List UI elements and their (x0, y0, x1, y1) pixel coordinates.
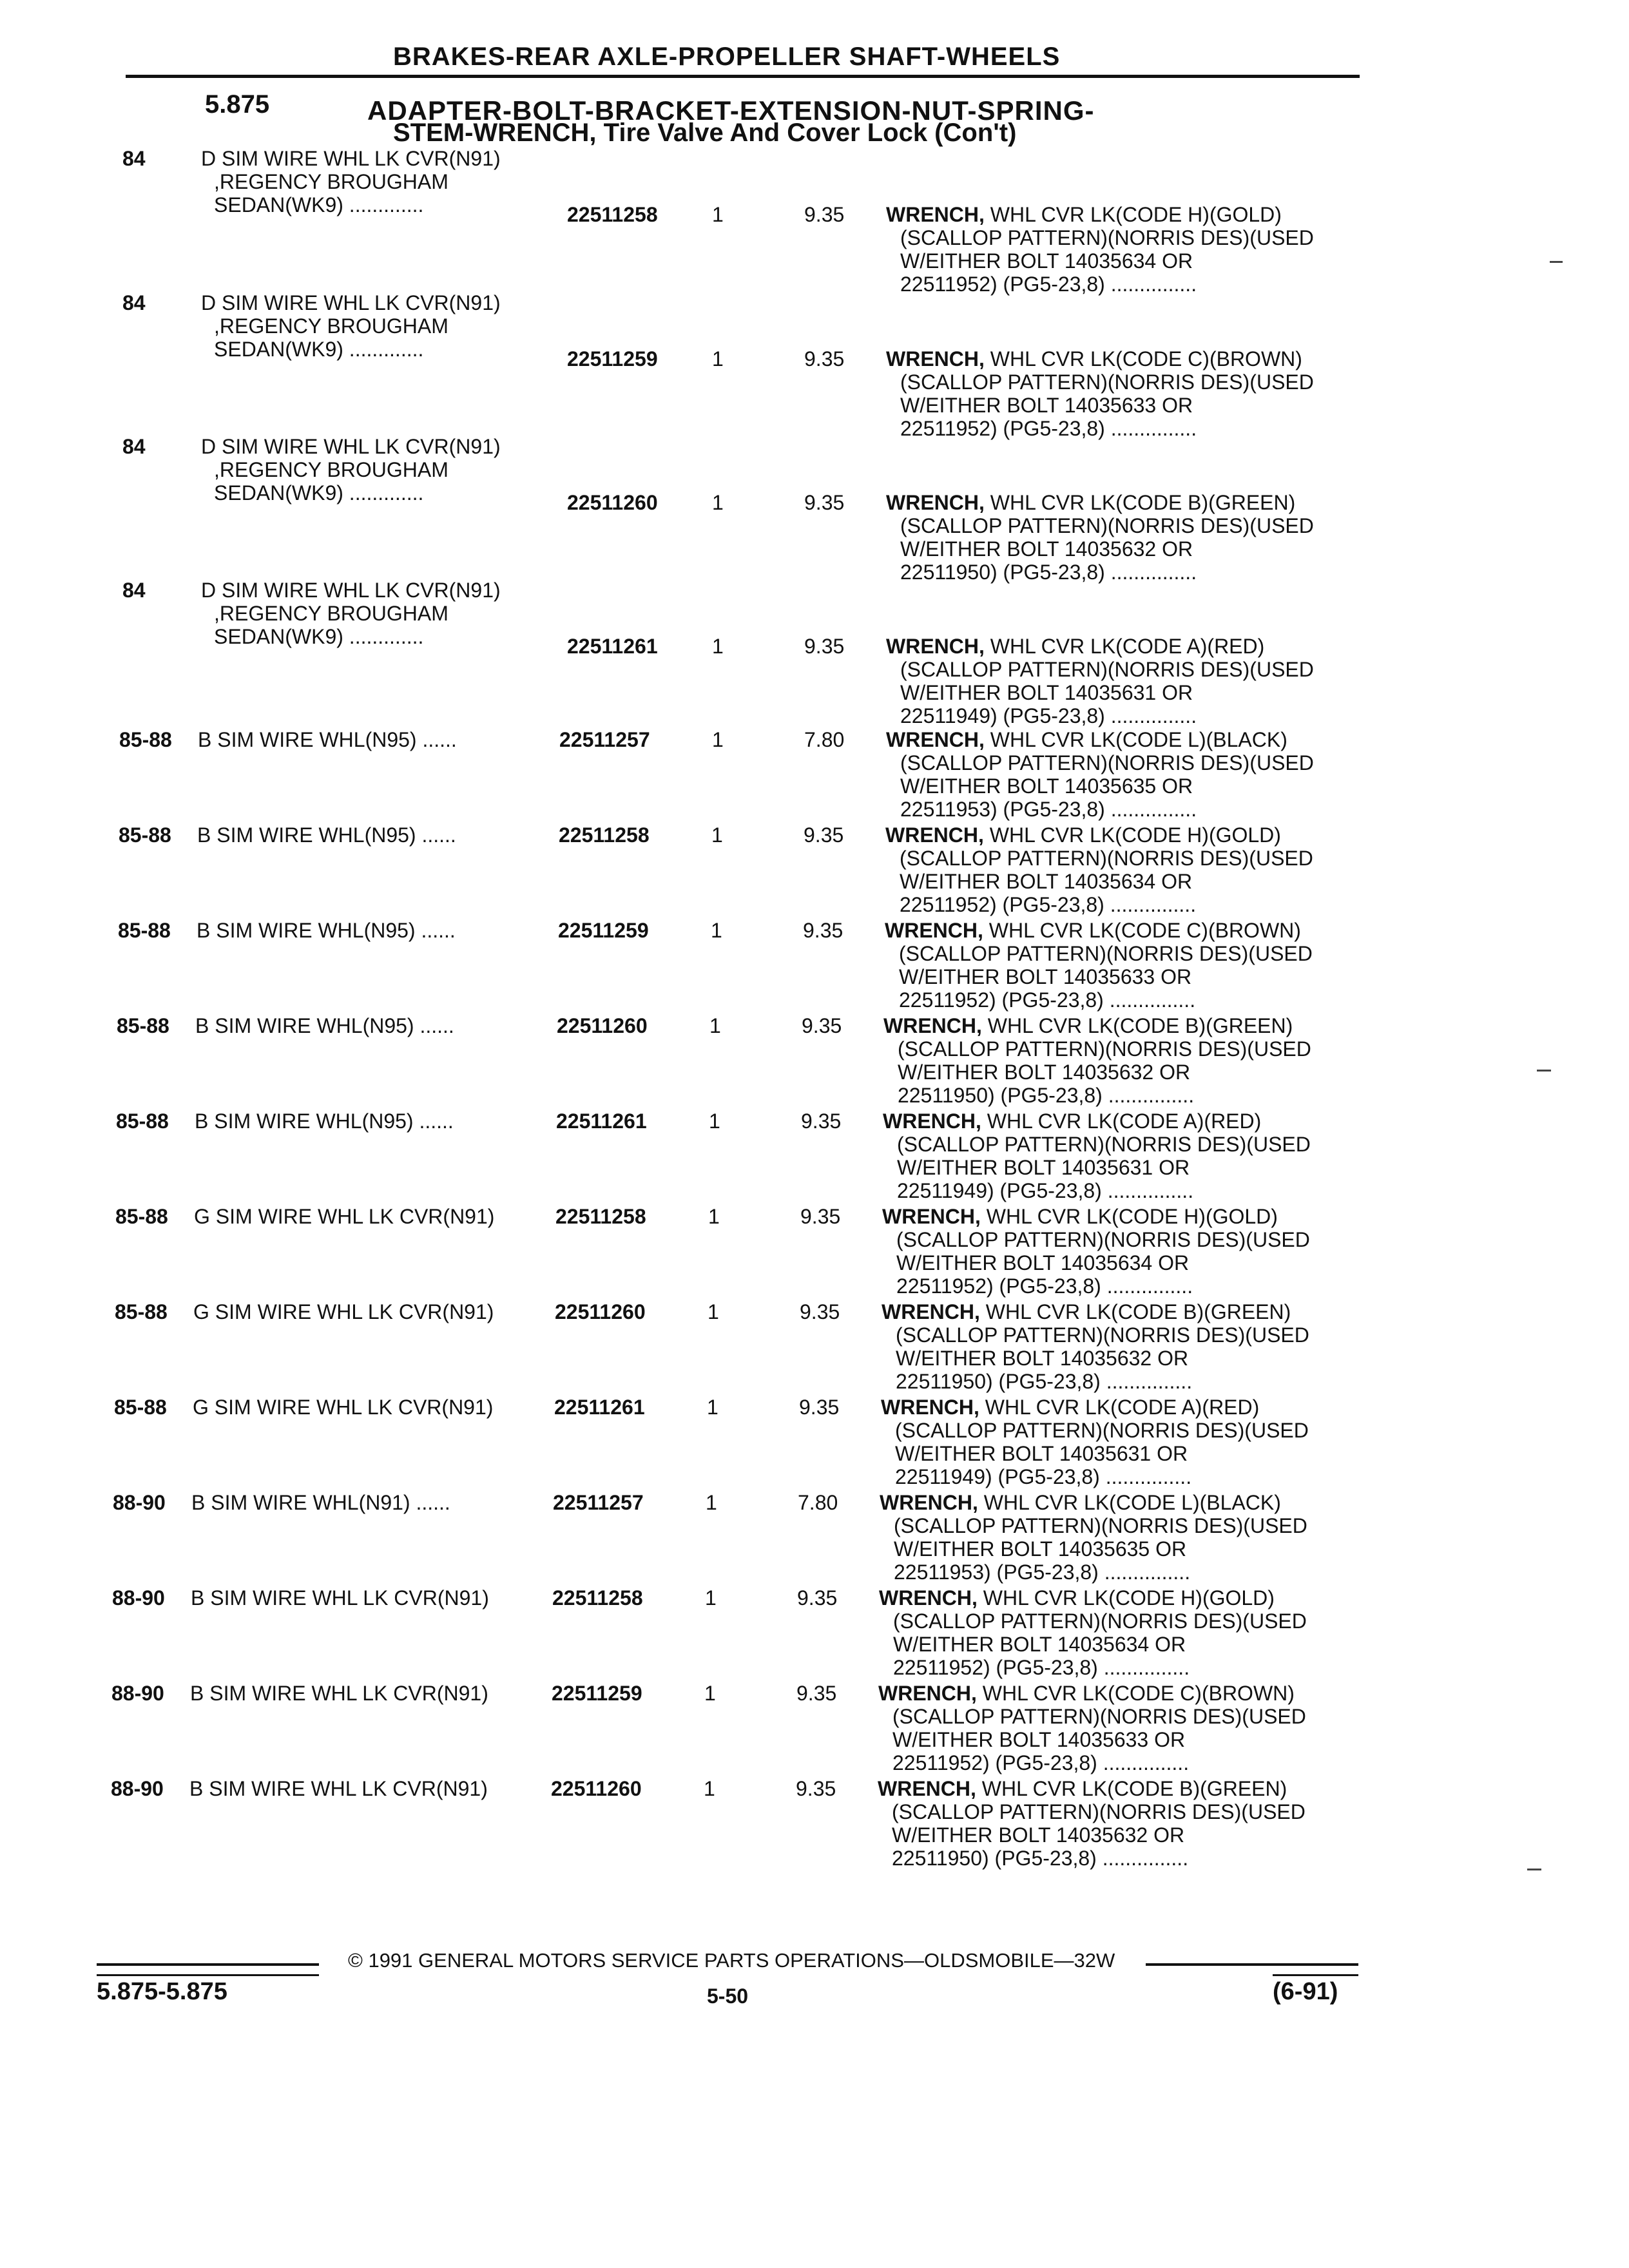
price: 9.35 (802, 1014, 842, 1037)
description-line: (SCALLOP PATTERN)(NORRIS DES)(USED (892, 1705, 1306, 1728)
application-line: G SIM WIRE WHL LK CVR(N91) (193, 1300, 494, 1323)
description-line: 22511950) (PG5-23,8) ............... (900, 561, 1197, 584)
description-line: 22511952) (PG5-23,8) ............... (900, 273, 1197, 296)
description-line: 22511953) (PG5-23,8) ............... (900, 798, 1197, 821)
description-line (886, 203, 1314, 226)
application-line: SEDAN(WK9) ............. (214, 338, 424, 361)
description-head: WRENCH, (885, 823, 984, 847)
application (198, 728, 457, 751)
model-year: 88-90 (112, 1586, 165, 1610)
model-year: 85-88 (115, 1300, 168, 1323)
description-head: WRENCH, (882, 1205, 981, 1228)
description (885, 919, 1313, 1012)
description (886, 203, 1314, 296)
part-number: 22511258 (567, 203, 658, 226)
model-year: 88-90 (113, 1491, 166, 1514)
application (197, 919, 456, 942)
scan-edge-mark (1537, 1070, 1551, 1072)
quantity: 1 (712, 491, 724, 514)
description-text: WHL CVR LK(CODE A)(RED) (985, 1396, 1260, 1419)
description-line (882, 1300, 1309, 1323)
description (882, 1300, 1309, 1393)
application-line: D SIM WIRE WHL LK CVR(N91) (201, 291, 501, 314)
part-number: 22511260 (555, 1300, 646, 1323)
model-year: 85-88 (118, 919, 171, 942)
description-line: W/EITHER BOLT 14035631 OR (900, 681, 1193, 704)
description-line (883, 1014, 1311, 1037)
application (189, 1777, 488, 1800)
application-line: D SIM WIRE WHL LK CVR(N91) (201, 435, 501, 458)
description-text: WHL CVR LK(CODE C)(BROWN) (988, 919, 1301, 942)
scan-edge-mark (1527, 1869, 1541, 1870)
application-line: B SIM WIRE WHL(N95) ...... (195, 1110, 454, 1133)
part-number: 22511261 (554, 1396, 645, 1419)
price: 9.35 (797, 1586, 838, 1610)
price: 9.35 (804, 203, 845, 226)
footer-rule-right-lower (1273, 1974, 1358, 1976)
description-line: 22511949) (PG5-23,8) ............... (895, 1465, 1192, 1488)
description-line: W/EITHER BOLT 14035635 OR (900, 774, 1193, 798)
description-line (885, 919, 1313, 942)
price: 9.35 (804, 823, 844, 847)
part-number: 22511261 (556, 1110, 647, 1133)
quantity: 1 (712, 203, 724, 226)
description-line (880, 1491, 1307, 1514)
application (193, 1300, 494, 1323)
description-line: (SCALLOP PATTERN)(NORRIS DES)(USED (892, 1800, 1306, 1823)
application (193, 1396, 493, 1419)
model-year: 84 (122, 435, 146, 458)
part-number: 22511258 (559, 823, 650, 847)
price: 9.35 (804, 491, 845, 514)
description-line: (SCALLOP PATTERN)(NORRIS DES)(USED (900, 226, 1314, 249)
description-text: WHL CVR LK(CODE A)(RED) (990, 635, 1265, 658)
quantity: 1 (708, 1300, 719, 1323)
description-head: WRENCH, (878, 1682, 977, 1705)
footer-rule-left-lower (97, 1974, 319, 1976)
description-head: WRENCH, (881, 1396, 979, 1419)
model-year: 84 (122, 291, 146, 314)
description-line: W/EITHER BOLT 14035634 OR (893, 1633, 1186, 1656)
model-year: 84 (122, 579, 146, 602)
description-head: WRENCH, (886, 203, 985, 226)
quantity: 1 (712, 347, 724, 370)
section-number: 5.875 (205, 90, 270, 119)
quantity: 1 (705, 1586, 717, 1610)
description (882, 1205, 1310, 1298)
description (883, 1014, 1311, 1107)
part-number: 22511257 (559, 728, 650, 751)
application (191, 1586, 489, 1610)
description (886, 728, 1314, 821)
application-line: B SIM WIRE WHL(N95) ...... (197, 823, 456, 847)
price: 9.35 (800, 1300, 840, 1323)
model-year: 85-88 (116, 1110, 169, 1133)
description-line: 22511950) (PG5-23,8) ............... (892, 1847, 1189, 1870)
description-line (886, 347, 1314, 370)
application-line: SEDAN(WK9) ............. (214, 481, 424, 505)
description-line: W/EITHER BOLT 14035631 OR (895, 1442, 1188, 1465)
model-year: 88-90 (111, 1682, 164, 1705)
description-head: WRENCH, (886, 491, 985, 514)
description-text: WHL CVR LK(CODE B)(GREEN) (990, 491, 1296, 514)
application-line: B SIM WIRE WHL(N95) ...... (197, 919, 456, 942)
application (197, 823, 456, 847)
description-line: (SCALLOP PATTERN)(NORRIS DES)(USED (900, 370, 1314, 394)
description-text: WHL CVR LK(CODE A)(RED) (987, 1110, 1262, 1133)
part-number: 22511259 (552, 1682, 642, 1705)
description (886, 347, 1314, 440)
quantity: 1 (707, 1396, 718, 1419)
description (883, 1110, 1311, 1202)
description-line: 22511952) (PG5-23,8) ............... (900, 417, 1197, 440)
part-number: 22511258 (552, 1586, 643, 1610)
description-text: WHL CVR LK(CODE C)(BROWN) (982, 1682, 1295, 1705)
description-line: W/EITHER BOLT 14035632 OR (898, 1061, 1191, 1084)
part-number: 22511258 (555, 1205, 646, 1228)
price: 9.35 (800, 1205, 841, 1228)
description (886, 635, 1314, 727)
description-head: WRENCH, (883, 1110, 981, 1133)
price: 9.35 (801, 1110, 842, 1133)
application (201, 147, 501, 216)
part-number: 22511260 (567, 491, 658, 514)
application (194, 1205, 494, 1228)
description-line: 22511952) (PG5-23,8) ............... (892, 1751, 1190, 1774)
part-number: 22511260 (551, 1777, 642, 1800)
description-line: (SCALLOP PATTERN)(NORRIS DES)(USED (896, 1323, 1309, 1347)
description-text: WHL CVR LK(CODE H)(GOLD) (983, 1586, 1275, 1610)
footer-rule-left (97, 1963, 319, 1966)
description-text: WHL CVR LK(CODE L)(BLACK) (990, 728, 1287, 751)
description (878, 1682, 1306, 1774)
description-line: 22511950) (PG5-23,8) ............... (898, 1084, 1195, 1107)
description-line: (SCALLOP PATTERN)(NORRIS DES)(USED (897, 1133, 1311, 1156)
footer-section-range: 5.875-5.875 (97, 1978, 227, 2005)
application-line: ,REGENCY BROUGHAM (214, 602, 448, 625)
description-line (878, 1682, 1306, 1705)
description-head: WRENCH, (882, 1300, 980, 1323)
description-line: (SCALLOP PATTERN)(NORRIS DES)(USED (900, 751, 1314, 774)
description-text: WHL CVR LK(CODE B)(GREEN) (981, 1777, 1287, 1800)
application (201, 579, 501, 648)
model-year: 85-88 (119, 823, 171, 847)
description-line: (SCALLOP PATTERN)(NORRIS DES)(USED (900, 847, 1313, 870)
description-line: W/EITHER BOLT 14035633 OR (899, 965, 1192, 988)
footer-rule-right (1146, 1963, 1358, 1966)
description-text: WHL CVR LK(CODE B)(GREEN) (985, 1300, 1291, 1323)
footer-date-code: (6-91) (1273, 1978, 1338, 2005)
quantity: 1 (708, 1205, 720, 1228)
price: 9.35 (796, 1682, 837, 1705)
application-line: SEDAN(WK9) ............. (214, 193, 424, 216)
description-line (886, 728, 1314, 751)
application-line: G SIM WIRE WHL LK CVR(N91) (194, 1205, 495, 1228)
application-line: B SIM WIRE WHL LK CVR(N91) (190, 1682, 488, 1705)
description-text: WHL CVR LK(CODE C)(BROWN) (990, 347, 1302, 370)
price: 9.35 (804, 347, 845, 370)
description (878, 1777, 1306, 1870)
application-line: SEDAN(WK9) ............. (214, 625, 424, 648)
application (195, 1110, 454, 1133)
description-head: WRENCH, (886, 347, 985, 370)
model-year: 84 (122, 147, 146, 170)
quantity: 1 (711, 919, 722, 942)
description-text: WHL CVR LK(CODE H)(GOLD) (986, 1205, 1278, 1228)
description-line: 22511950) (PG5-23,8) ............... (896, 1370, 1193, 1393)
application (191, 1491, 450, 1514)
description-line: W/EITHER BOLT 14035633 OR (900, 394, 1193, 417)
application (195, 1014, 454, 1037)
application-line: ,REGENCY BROUGHAM (214, 314, 448, 338)
description-line (886, 491, 1314, 514)
application-line: B SIM WIRE WHL LK CVR(N91) (191, 1586, 489, 1610)
application-line: G SIM WIRE WHL LK CVR(N91) (193, 1396, 494, 1419)
model-year: 85-88 (114, 1396, 167, 1419)
description-line: (SCALLOP PATTERN)(NORRIS DES)(USED (899, 942, 1313, 965)
price: 7.80 (804, 728, 845, 751)
description (881, 1396, 1309, 1488)
application-line: B SIM WIRE WHL LK CVR(N91) (189, 1777, 488, 1800)
application-line: D SIM WIRE WHL LK CVR(N91) (201, 579, 501, 602)
description-line: W/EITHER BOLT 14035631 OR (897, 1156, 1190, 1179)
description-line: (SCALLOP PATTERN)(NORRIS DES)(USED (896, 1228, 1310, 1251)
description-text: WHL CVR LK(CODE L)(BLACK) (983, 1491, 1281, 1514)
description-head: WRENCH, (886, 728, 985, 751)
description-line (881, 1396, 1309, 1419)
description-line: (SCALLOP PATTERN)(NORRIS DES)(USED (898, 1037, 1311, 1061)
description-line: 22511952) (PG5-23,8) ............... (900, 893, 1197, 916)
description-head: WRENCH, (883, 1014, 982, 1037)
price: 9.35 (796, 1777, 836, 1800)
price: 9.35 (803, 919, 843, 942)
description-line: (SCALLOP PATTERN)(NORRIS DES)(USED (893, 1610, 1307, 1633)
model-year: 85-88 (115, 1205, 168, 1228)
part-number: 22511261 (567, 635, 658, 658)
application (201, 435, 501, 505)
scan-edge-mark (1550, 261, 1563, 263)
description-head: WRENCH, (878, 1777, 976, 1800)
description-line (879, 1586, 1307, 1610)
footer-copyright: © 1991 GENERAL MOTORS SERVICE PARTS OPERATIONS—OLDSMOBILE—32W (348, 1949, 1115, 1972)
description-line: W/EITHER BOLT 14035632 OR (892, 1823, 1185, 1847)
quantity: 1 (709, 1014, 721, 1037)
part-number: 22511259 (558, 919, 649, 942)
application-line: ,REGENCY BROUGHAM (214, 170, 448, 193)
description-head: WRENCH, (879, 1586, 978, 1610)
description (880, 1491, 1307, 1584)
quantity: 1 (712, 728, 724, 751)
part-number: 22511257 (553, 1491, 644, 1514)
description-line: W/EITHER BOLT 14035634 OR (896, 1251, 1190, 1274)
description-text: WHL CVR LK(CODE H)(GOLD) (990, 203, 1282, 226)
quantity: 1 (704, 1777, 715, 1800)
quantity: 1 (711, 823, 723, 847)
description-text: WHL CVR LK(CODE B)(GREEN) (987, 1014, 1293, 1037)
description (886, 491, 1314, 584)
description-line: (SCALLOP PATTERN)(NORRIS DES)(USED (900, 658, 1314, 681)
description-line (883, 1110, 1311, 1133)
description-text: WHL CVR LK(CODE H)(GOLD) (989, 823, 1281, 847)
model-year: 88-90 (111, 1777, 164, 1800)
description-line: W/EITHER BOLT 14035634 OR (900, 249, 1193, 273)
description-line: W/EITHER BOLT 14035635 OR (894, 1537, 1187, 1561)
description-line: (SCALLOP PATTERN)(NORRIS DES)(USED (895, 1419, 1309, 1442)
model-year: 85-88 (117, 1014, 169, 1037)
application-line: B SIM WIRE WHL(N91) ...... (191, 1491, 450, 1514)
description-line: W/EITHER BOLT 14035632 OR (900, 537, 1193, 561)
footer-page-number: 5-50 (707, 1984, 749, 2008)
application-line: D SIM WIRE WHL LK CVR(N91) (201, 147, 501, 170)
quantity: 1 (709, 1110, 720, 1133)
description-line: W/EITHER BOLT 14035633 OR (892, 1728, 1186, 1751)
model-year: 85-88 (119, 728, 172, 751)
application-line: ,REGENCY BROUGHAM (214, 458, 448, 481)
description-head: WRENCH, (880, 1491, 978, 1514)
section-title-line1: ADAPTER-BOLT-BRACKET-EXTENSION-NUT-SPRING- (367, 95, 1095, 126)
part-number: 22511259 (567, 347, 658, 370)
description-line: W/EITHER BOLT 14035634 OR (900, 870, 1193, 893)
description-head: WRENCH, (885, 919, 983, 942)
price: 9.35 (804, 635, 845, 658)
description-line: 22511952) (PG5-23,8) ............... (893, 1656, 1190, 1679)
quantity: 1 (704, 1682, 716, 1705)
application-line: B SIM WIRE WHL(N95) ...... (195, 1014, 454, 1037)
description-line: 22511949) (PG5-23,8) ............... (897, 1179, 1194, 1202)
description-line: 22511952) (PG5-23,8) ............... (896, 1274, 1193, 1298)
part-number: 22511260 (557, 1014, 648, 1037)
application (190, 1682, 488, 1705)
description-line: 22511953) (PG5-23,8) ............... (894, 1561, 1191, 1584)
page-header-title: BRAKES-REAR AXLE-PROPELLER SHAFT-WHEELS (393, 43, 1061, 71)
price: 7.80 (798, 1491, 838, 1514)
description-line (886, 635, 1314, 658)
description-line (882, 1205, 1310, 1228)
application-line: B SIM WIRE WHL(N95) ...... (198, 728, 457, 751)
description-line: 22511952) (PG5-23,8) ............... (899, 988, 1196, 1012)
description-line: (SCALLOP PATTERN)(NORRIS DES)(USED (900, 514, 1314, 537)
price: 9.35 (799, 1396, 840, 1419)
description-line (878, 1777, 1306, 1800)
quantity: 1 (712, 635, 724, 658)
description (885, 823, 1313, 916)
description-line: (SCALLOP PATTERN)(NORRIS DES)(USED (894, 1514, 1307, 1537)
quantity: 1 (706, 1491, 717, 1514)
description-line (885, 823, 1313, 847)
description-line: 22511949) (PG5-23,8) ............... (900, 704, 1197, 727)
description (879, 1586, 1307, 1679)
section-title-line2: STEM-WRENCH, Tire Valve And Cover Lock (Con't) (393, 119, 1017, 147)
application (201, 291, 501, 361)
description-line: W/EITHER BOLT 14035632 OR (896, 1347, 1189, 1370)
description-head: WRENCH, (886, 635, 985, 658)
